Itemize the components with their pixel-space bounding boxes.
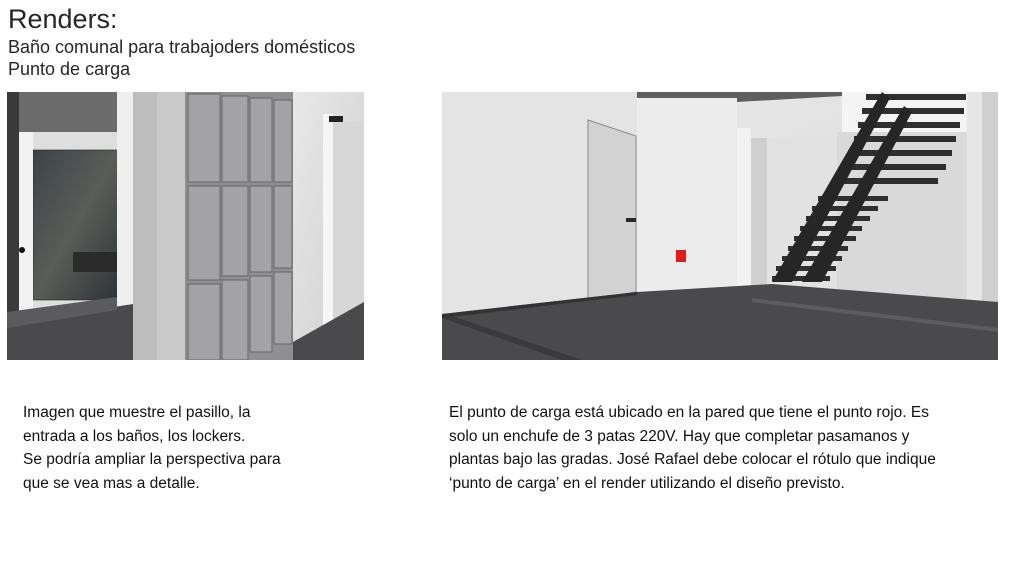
page-subtitle-secondary: Punto de carga: [8, 59, 131, 79]
caption-line: El punto de carga está ubicado en la pared que tiene el punto rojo. Es: [449, 404, 929, 421]
charging-point-marker: [676, 250, 686, 262]
caption-line: solo un enchufe de 3 patas 220V. Hay que completar pasamanos y: [449, 427, 910, 445]
render-hallway-image: [7, 92, 364, 360]
caption-line: Se podría ampliar la perspectiva para: [23, 451, 281, 468]
render-charging-point-caption: [449, 401, 1009, 495]
render-charging-point-image: [442, 92, 998, 360]
caption-line: plantas bajo las gradas. José Rafael debe colocar el rótulo que indique: [449, 451, 936, 468]
caption-line: entrada a los baños, los lockers.: [23, 427, 246, 445]
render-hallway-caption: [23, 401, 323, 495]
caption-line: que se vea mas a detalle.: [23, 474, 200, 492]
page-title: Renders:: [8, 4, 118, 34]
caption-line: Imagen que muestre el pasillo, la: [23, 404, 251, 421]
caption-line: ‘punto de carga’ en el render utilizando el diseño previsto.: [449, 474, 845, 492]
page-subtitle: Baño comunal para trabajoders domésticos: [8, 37, 356, 57]
